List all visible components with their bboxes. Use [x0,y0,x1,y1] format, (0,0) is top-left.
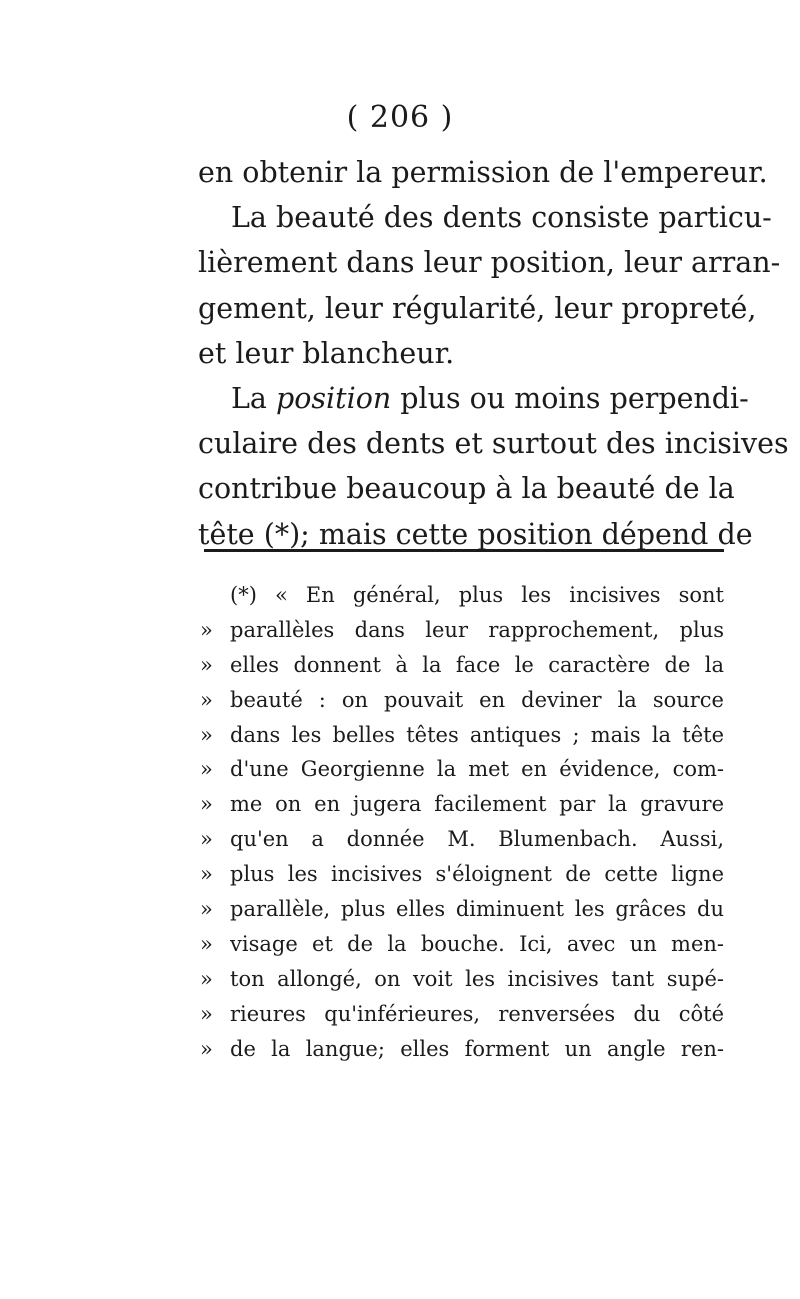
quote-mark: » [200,1036,213,1061]
quote-mark: » [200,722,213,747]
footnote-text: rieures qu'inférieures, renversées du côté [230,1001,724,1026]
footnote-line [200,927,724,962]
quote-mark: » [200,757,213,782]
footnote-line [200,683,724,718]
footnote-text: beauté : on pouvait en deviner la source [230,687,724,712]
footnote-line [200,718,724,753]
footnote-line [200,787,724,822]
main-text-line: La beauté des dents consiste particu- [231,201,772,235]
footnote-text: visage et de la bouche. Ici, avec un men- [230,931,724,956]
quote-mark: » [200,931,213,956]
footnote-line [200,578,724,613]
footnote-block [200,578,724,1066]
footnote-line [200,997,724,1032]
quote-mark: » [200,652,213,677]
quote-mark: » [200,617,213,642]
footnote-text: parallèle, plus elles diminuent les grâces du [230,897,724,922]
footnote-text: de la langue; elles forment un angle ren- [230,1036,724,1061]
footnote-text: dans les belles têtes antiques ; mais la tête [230,722,724,747]
page-number: ( 206 ) [346,100,454,135]
footnote-line [200,752,724,787]
footnote-text: (*) « En général, plus les incisives sont [230,583,724,607]
footnote-line [200,613,724,648]
quote-mark: » [200,897,213,922]
main-text-line [198,376,749,421]
main-text-fragment: La [231,381,267,415]
quote-mark: » [200,966,213,991]
footnote-text: elles donnent à la face le caractère de la [230,652,724,677]
main-text-line: en obtenir la permission de l'empereur. [198,156,768,189]
footnote-line [200,857,724,892]
footnote-text: me on en jugera facilement par la gravure [230,792,724,817]
footnote-text: ton allongé, on voit les incisives tant supé- [230,966,724,991]
footnote-text: qu'en a donnée M. Blumenbach. Aussi, [230,827,724,852]
main-text-line: et leur blancheur. [198,336,455,370]
quote-mark: » [200,687,213,712]
quote-mark: » [200,792,213,817]
footnote-text: parallèles dans leur rapprochement, plus [230,617,724,642]
main-text-line: lièrement dans leur position, leur arran- [198,246,781,280]
footnote-line [200,822,724,857]
italic-term-position: position [275,381,392,415]
main-text-block [198,150,789,557]
footnote-line [200,1032,724,1067]
footnote-line [200,648,724,683]
main-text-line: tête (*); mais cette position dépend de [198,517,753,551]
quote-mark: » [200,1001,213,1026]
main-text-line: culaire des dents et surtout des incisives [198,427,789,461]
main-text-line: gement, leur régularité, leur propreté, [198,291,757,325]
main-text-line: contribue beaucoup à la beauté de la [198,472,735,506]
quote-mark: » [200,862,213,887]
footnote-line [200,892,724,927]
footnote-line [200,962,724,997]
quote-mark: » [200,827,213,852]
main-text-fragment: plus ou moins perpendi- [400,381,749,415]
footnote-divider [204,549,724,552]
footnote-text: d'une Georgienne la met en évidence, com- [230,757,724,782]
footnote-text: plus les incisives s'éloignent de cette ligne [230,862,724,887]
